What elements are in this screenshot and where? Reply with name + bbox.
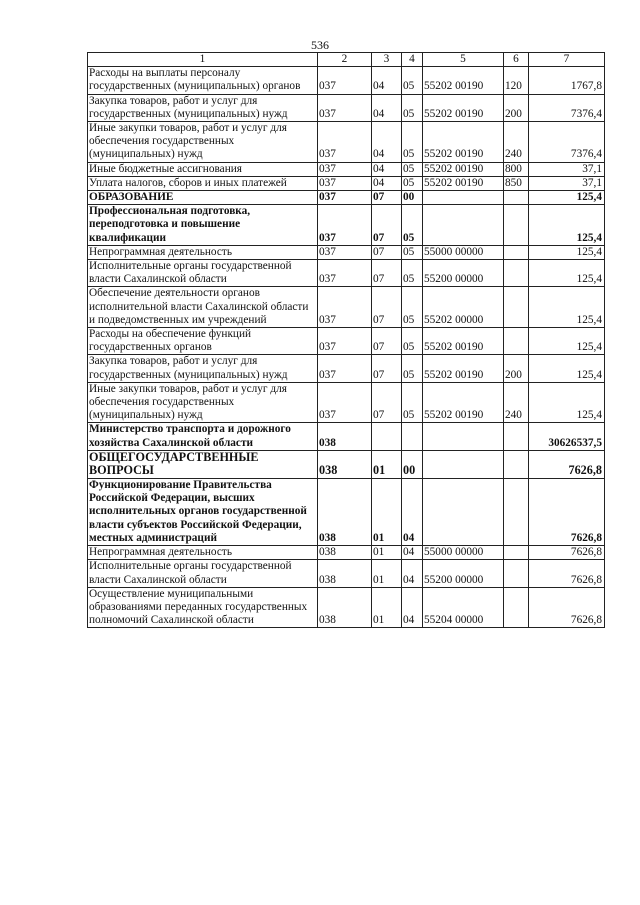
cell-subsection: 05	[402, 260, 423, 287]
cell-amount: 125,4	[529, 245, 605, 259]
cell-ministry-code: 038	[318, 450, 372, 478]
cell-target-article	[423, 205, 504, 246]
cell-subsection: 05	[402, 328, 423, 355]
cell-section: 07	[372, 287, 402, 328]
column-header: 7	[529, 53, 605, 67]
cell-ministry-code: 037	[318, 260, 372, 287]
cell-subsection: 05	[402, 205, 423, 246]
cell-subsection: 05	[402, 287, 423, 328]
cell-section: 01	[372, 546, 402, 560]
cell-target-article	[423, 191, 504, 205]
row-name: Закупка товаров, работ и услуг для государственных (муниципальных) нужд	[88, 355, 318, 382]
cell-section: 07	[372, 245, 402, 259]
cell-target-article: 55202 00190	[423, 176, 504, 190]
cell-amount: 7626,8	[529, 587, 605, 628]
cell-amount: 125,4	[529, 260, 605, 287]
cell-ministry-code: 037	[318, 382, 372, 423]
cell-target-article: 55200 00000	[423, 560, 504, 587]
cell-amount: 7626,8	[529, 560, 605, 587]
table-row	[88, 587, 605, 628]
cell-expense-type	[504, 191, 529, 205]
column-header: 6	[504, 53, 529, 67]
cell-subsection: 04	[402, 546, 423, 560]
column-header: 3	[372, 53, 402, 67]
table-row	[88, 287, 605, 328]
cell-target-article: 55202 00190	[423, 355, 504, 382]
cell-expense-type: 200	[504, 355, 529, 382]
cell-expense-type	[504, 245, 529, 259]
cell-expense-type: 200	[504, 94, 529, 121]
cell-subsection: 05	[402, 122, 423, 163]
cell-amount: 7376,4	[529, 122, 605, 163]
cell-amount: 1767,8	[529, 67, 605, 94]
row-name: Уплата налогов, сборов и иных платежей	[88, 176, 318, 190]
table-row	[88, 382, 605, 423]
cell-expense-type	[504, 260, 529, 287]
column-header: 2	[318, 53, 372, 67]
cell-expense-type	[504, 479, 529, 546]
table-row	[88, 560, 605, 587]
cell-amount: 125,4	[529, 287, 605, 328]
cell-target-article: 55202 00190	[423, 162, 504, 176]
table-row	[88, 176, 605, 190]
row-name: Закупка товаров, работ и услуг для государственных (муниципальных) нужд	[88, 94, 318, 121]
table-row	[88, 546, 605, 560]
cell-expense-type	[504, 205, 529, 246]
cell-section: 01	[372, 587, 402, 628]
table-row	[88, 162, 605, 176]
cell-ministry-code: 037	[318, 122, 372, 163]
cell-section: 07	[372, 355, 402, 382]
cell-expense-type	[504, 587, 529, 628]
row-name: Министерство транспорта и дорожного хозяйства Сахалинской области	[88, 423, 318, 450]
cell-section: 04	[372, 162, 402, 176]
column-header: 1	[88, 53, 318, 67]
row-name: Иные бюджетные ассигнования	[88, 162, 318, 176]
table-row-ministry	[88, 423, 605, 450]
cell-subsection: 04	[402, 479, 423, 546]
cell-amount: 7376,4	[529, 94, 605, 121]
cell-ministry-code: 038	[318, 587, 372, 628]
cell-section: 07	[372, 382, 402, 423]
cell-expense-type	[504, 560, 529, 587]
cell-amount: 30626537,5	[529, 423, 605, 450]
cell-subsection: 05	[402, 382, 423, 423]
row-name: Обеспечение деятельности органов исполнительной власти Сахалинской области и подведомственных им учреждений	[88, 287, 318, 328]
cell-subsection: 05	[402, 176, 423, 190]
cell-subsection: 05	[402, 67, 423, 94]
cell-expense-type	[504, 328, 529, 355]
table-row	[88, 260, 605, 287]
table-row-subsection	[88, 479, 605, 546]
row-name: Исполнительные органы государственной власти Сахалинской области	[88, 560, 318, 587]
page-number: 536	[311, 38, 329, 52]
cell-section: 04	[372, 67, 402, 94]
cell-amount: 125,4	[529, 355, 605, 382]
cell-section: 04	[372, 176, 402, 190]
cell-ministry-code: 038	[318, 479, 372, 546]
table-row-subsection	[88, 205, 605, 246]
cell-subsection: 05	[402, 245, 423, 259]
cell-expense-type: 240	[504, 122, 529, 163]
cell-subsection	[402, 423, 423, 450]
cell-ministry-code: 037	[318, 162, 372, 176]
cell-target-article	[423, 479, 504, 546]
cell-amount: 125,4	[529, 191, 605, 205]
cell-expense-type	[504, 423, 529, 450]
cell-expense-type	[504, 450, 529, 478]
cell-subsection: 04	[402, 560, 423, 587]
table-row	[88, 328, 605, 355]
cell-expense-type	[504, 546, 529, 560]
row-name: ОБРАЗОВАНИЕ	[88, 191, 318, 205]
table-row	[88, 245, 605, 259]
cell-target-article: 55000 00000	[423, 546, 504, 560]
cell-target-article: 55202 00190	[423, 67, 504, 94]
cell-section	[372, 423, 402, 450]
cell-ministry-code: 037	[318, 94, 372, 121]
row-name: Иные закупки товаров, работ и услуг для обеспечения государственных (муниципальных) нужд	[88, 122, 318, 163]
row-name: Иные закупки товаров, работ и услуг для обеспечения государственных (муниципальных) нужд	[88, 382, 318, 423]
cell-expense-type: 800	[504, 162, 529, 176]
cell-subsection: 05	[402, 162, 423, 176]
cell-ministry-code: 038	[318, 560, 372, 587]
row-name: Расходы на выплаты персоналу государственных (муниципальных) органов	[88, 67, 318, 94]
cell-section: 07	[372, 260, 402, 287]
table-row	[88, 355, 605, 382]
cell-target-article: 55202 00190	[423, 94, 504, 121]
row-name: Непрограммная деятельность	[88, 245, 318, 259]
table-row	[88, 122, 605, 163]
cell-ministry-code: 037	[318, 176, 372, 190]
cell-expense-type: 120	[504, 67, 529, 94]
cell-ministry-code: 037	[318, 328, 372, 355]
cell-target-article: 55202 00190	[423, 328, 504, 355]
cell-expense-type: 240	[504, 382, 529, 423]
cell-ministry-code: 037	[318, 205, 372, 246]
cell-section: 01	[372, 450, 402, 478]
cell-target-article: 55202 00000	[423, 287, 504, 328]
row-name: Непрограммная деятельность	[88, 546, 318, 560]
cell-target-article: 55202 00190	[423, 122, 504, 163]
row-name: Функционирование Правительства Российской Федерации, высших исполнительных органов государственной власти субъектов Российской Федерации, местных администраций	[88, 479, 318, 546]
cell-ministry-code: 037	[318, 355, 372, 382]
cell-target-article	[423, 450, 504, 478]
cell-amount: 125,4	[529, 205, 605, 246]
cell-subsection: 05	[402, 355, 423, 382]
cell-amount: 7626,8	[529, 450, 605, 478]
table-row	[88, 94, 605, 121]
cell-ministry-code: 037	[318, 245, 372, 259]
cell-section: 01	[372, 479, 402, 546]
cell-target-article: 55204 00000	[423, 587, 504, 628]
cell-expense-type: 850	[504, 176, 529, 190]
row-name: Исполнительные органы государственной власти Сахалинской области	[88, 260, 318, 287]
table-header-row	[88, 53, 605, 67]
column-header: 4	[402, 53, 423, 67]
cell-target-article: 55000 00000	[423, 245, 504, 259]
cell-amount: 125,4	[529, 328, 605, 355]
cell-amount: 7626,8	[529, 546, 605, 560]
table-row-section	[88, 450, 605, 478]
cell-section: 01	[372, 560, 402, 587]
cell-ministry-code: 037	[318, 67, 372, 94]
cell-section: 07	[372, 205, 402, 246]
cell-section: 07	[372, 328, 402, 355]
table-row	[88, 67, 605, 94]
cell-target-article: 55202 00190	[423, 382, 504, 423]
cell-section: 04	[372, 122, 402, 163]
cell-expense-type	[504, 287, 529, 328]
cell-target-article: 55200 00000	[423, 260, 504, 287]
row-name: Расходы на обеспечение функций государственных органов	[88, 328, 318, 355]
cell-subsection: 04	[402, 587, 423, 628]
row-name: Профессиональная подготовка, переподготовка и повышение квалификации	[88, 205, 318, 246]
table-row-section	[88, 191, 605, 205]
cell-subsection: 00	[402, 450, 423, 478]
budget-table	[87, 52, 605, 628]
cell-ministry-code: 038	[318, 423, 372, 450]
cell-subsection: 05	[402, 94, 423, 121]
cell-subsection: 00	[402, 191, 423, 205]
cell-ministry-code: 037	[318, 191, 372, 205]
cell-amount: 7626,8	[529, 479, 605, 546]
cell-ministry-code: 038	[318, 546, 372, 560]
row-name: ОБЩЕГОСУДАРСТВЕННЫЕ ВОПРОСЫ	[88, 450, 318, 478]
cell-amount: 37,1	[529, 162, 605, 176]
cell-ministry-code: 037	[318, 287, 372, 328]
column-header: 5	[423, 53, 504, 67]
row-name: Осуществление муниципальными образованиями переданных государственных полномочий Сахалинской области	[88, 587, 318, 628]
cell-amount: 37,1	[529, 176, 605, 190]
cell-amount: 125,4	[529, 382, 605, 423]
cell-section: 07	[372, 191, 402, 205]
cell-target-article	[423, 423, 504, 450]
cell-section: 04	[372, 94, 402, 121]
